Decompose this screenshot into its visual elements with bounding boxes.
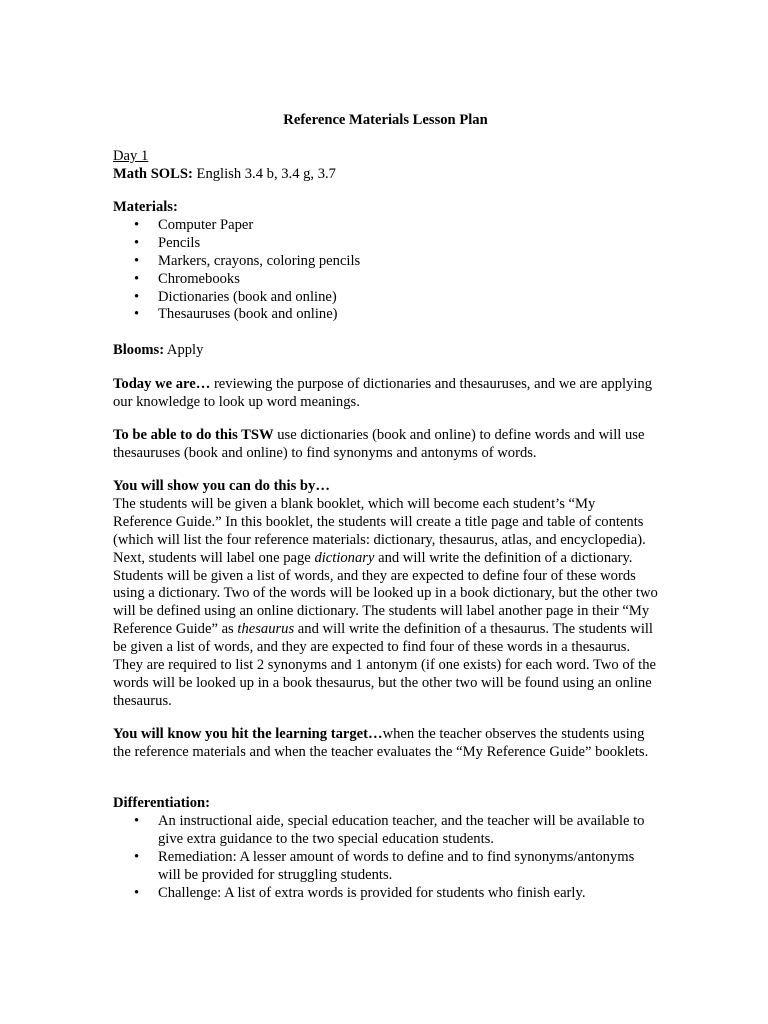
bullet-icon: •	[134, 306, 140, 323]
materials-label: Materials:	[113, 199, 178, 215]
show-paragraph: The students will be given a blank booklet, which will become each student’s “My Reference Guide.” In this booklet, the students will create a title page and table of contents (which will list the four reference materials: dictionary, thesaurus, atlas, and encyclopedia). Next, students will label one page dictionary and will write the definition of a dictionary. Students will be given a list of words, and they are expected to define four of these words using a dictionary. Two of the words will be looked up in a book dictionary, but the other two will be defined using an online dictionary. The students will label another page in their “My Reference Guide” as thesaurus and will write the definition of a thesaurus. The students will be given a list of words, and they are expected to find four of these words in a thesaurus. They are required to list 2 synonyms and 1 antonym (if one exists) for each word. Two of the words will be looked up in a book thesaurus, but the other two will be found using an online thesaurus.	[113, 495, 658, 709]
tsw-label: To be able to do this TSW	[113, 427, 274, 443]
list-item: • Chromebooks	[134, 270, 240, 287]
bullet-icon: •	[134, 884, 140, 901]
list-item: • Thesauruses (book and online)	[134, 306, 338, 323]
bullet-icon: •	[134, 270, 140, 287]
bullet-icon: •	[134, 288, 140, 305]
day-label: Day 1	[113, 148, 149, 164]
blooms-label: Blooms:	[113, 342, 165, 358]
target-label: You will know you hit the learning target…	[113, 726, 383, 742]
list-item: • Remediation: A lesser amount of words to define and to find synonyms/antonyms will be provided for struggling students.	[134, 848, 635, 883]
today-label: Today we are…	[113, 376, 211, 392]
target-text: when the teacher observes the students using the reference materials and when the teacher evaluates the “My Reference Guide” booklets.	[113, 726, 649, 760]
materials-section	[113, 199, 658, 324]
sols-label: Math SOLS:	[113, 166, 193, 182]
list-item: • Computer Paper	[134, 216, 254, 233]
blooms-value: Apply	[164, 342, 204, 358]
bullet-icon: •	[134, 812, 140, 829]
today-paragraph	[113, 376, 658, 412]
sols-line	[113, 166, 658, 184]
day-heading	[113, 148, 658, 166]
document-title: Reference Materials Lesson Plan	[283, 112, 488, 128]
list-item: • Dictionaries (book and online)	[134, 288, 337, 305]
bullet-icon: •	[134, 848, 140, 865]
list-item: • An instructional aide, special education teacher, and the teacher will be available to give extra guidance to the two special education students.	[134, 812, 645, 847]
list-item: • Pencils	[134, 234, 201, 251]
today-text: reviewing the purpose of dictionaries and thesauruses, and we are applying our knowledge to look up word meanings.	[113, 376, 653, 410]
thesaurus-term: thesaurus	[237, 621, 295, 638]
tsw-paragraph	[113, 427, 658, 463]
bullet-icon: •	[134, 252, 140, 269]
dictionary-term: dictionary	[314, 549, 375, 566]
bullet-icon: •	[134, 216, 140, 233]
list-item: • Challenge: A list of extra words is provided for students who finish early.	[134, 884, 586, 901]
blooms-line	[113, 342, 658, 360]
tsw-text: use dictionaries (book and online) to define words and will use thesauruses (book and online) to find synonyms and antonyms of words.	[113, 427, 645, 461]
bullet-icon: •	[134, 234, 140, 251]
materials-list	[113, 217, 658, 324]
differentiation-section	[113, 795, 658, 902]
differentiation-label: Differentiation:	[113, 795, 210, 811]
show-label: You will show you can do this by…	[113, 478, 330, 494]
sols-value: English 3.4 b, 3.4 g, 3.7	[192, 166, 336, 182]
list-item: • Markers, crayons, coloring pencils	[134, 252, 361, 269]
target-paragraph	[113, 726, 658, 762]
show-section	[113, 478, 658, 711]
differentiation-list	[113, 813, 658, 903]
